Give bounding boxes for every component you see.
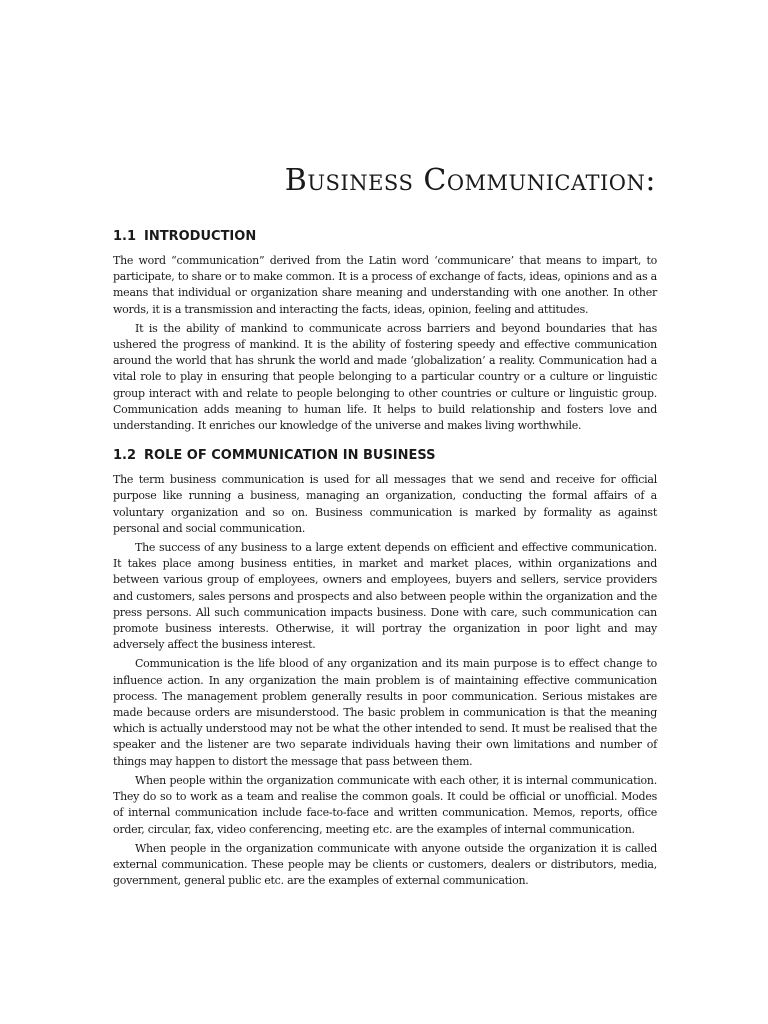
- paragraph: The success of any business to a large extent depends on efficient and effective communication. It takes place among business entities, in market and market places, within organizations and between various group of employees, owners and employees, buyers and sellers, service providers and customers, sales persons and prospects and also between people within the organization and the press persons. All such communication impacts business. Done with care, such communication can promote business interests. Otherwise, it will portray the organization in poor light and may adversely affect the business interest.: [113, 541, 657, 652]
- paragraph: The word “communication” derived from the Latin word ‘communicare’ that means to impart, to participate, to share or to make common. It is a process of exchange of facts, ideas, opinions and as a means that individual or organization share meaning and understanding with one another. In other words, it is a transmission and interacting the facts, ideas, opinion, feeling and attitudes.: [113, 254, 657, 316]
- section-heading-role-of-communication: [113, 446, 657, 466]
- paragraph: When people within the organization communicate with each other, it is internal communication. They do so to work as a team and realise the common goals. It could be official or unofficial. Modes of internal communication include face-to-face and written communication. Memos, reports, office order, circular, fax, video conferencing, meeting etc. are the examples of internal communication.: [113, 773, 657, 836]
- section-title: ROLE OF COMMUNICATION IN BUSINESS: [144, 448, 436, 464]
- section-heading-introduction: [113, 227, 657, 247]
- section-number: 1.1: [113, 229, 137, 244]
- paragraph: Communication is the life blood of any organization and its main purpose is to effect change to influence action. In any organization the main problem is of maintaining effective communication process. The management problem generally results in poor communication. Serious mistakes are made because orders are misunderstood. The basic problem in communication is that the meaning which is actually understood may not be what the other intended to send. It must be realised that the speaker and the listener are two separate individuals having their own limitations and number of things may happen to distort the message that pass between them.: [113, 657, 657, 768]
- paragraph: The term business communication is used for all messages that we send and receive for official purpose like running a business, managing an organization, conducting the formal affairs of a voluntary organization and so on. Business communication is marked by formality as against personal and social communication.: [113, 473, 657, 535]
- page-body: [113, 227, 657, 889]
- section-number: 1.2: [113, 448, 137, 464]
- section-title: INTRODUCTION: [144, 229, 257, 244]
- paragraph: It is the ability of mankind to communicate across barriers and beyond boundaries that has ushered the progress of mankind. It is the ability of fostering speedy and effective communication around the world that has shrunk the world and made ‘globalization’ a reality. Communication had a vital role to play in ensuring that people belonging to a particular country or a culture or linguistic group interact with and relate to people belonging to other countries or culture or linguistic group. Communication adds meaning to human life. It helps to build relationship and fosters love and understanding. It enriches our knowledge of the universe and makes living worthwhile.: [113, 321, 657, 433]
- chapter-title: Business Communication:: [284, 163, 656, 198]
- paragraph: When people in the organization communicate with anyone outside the organization it is called external communication. These people may be clients or customers, dealers or distributors, media, government, general public etc. are the examples of external communication.: [113, 841, 657, 888]
